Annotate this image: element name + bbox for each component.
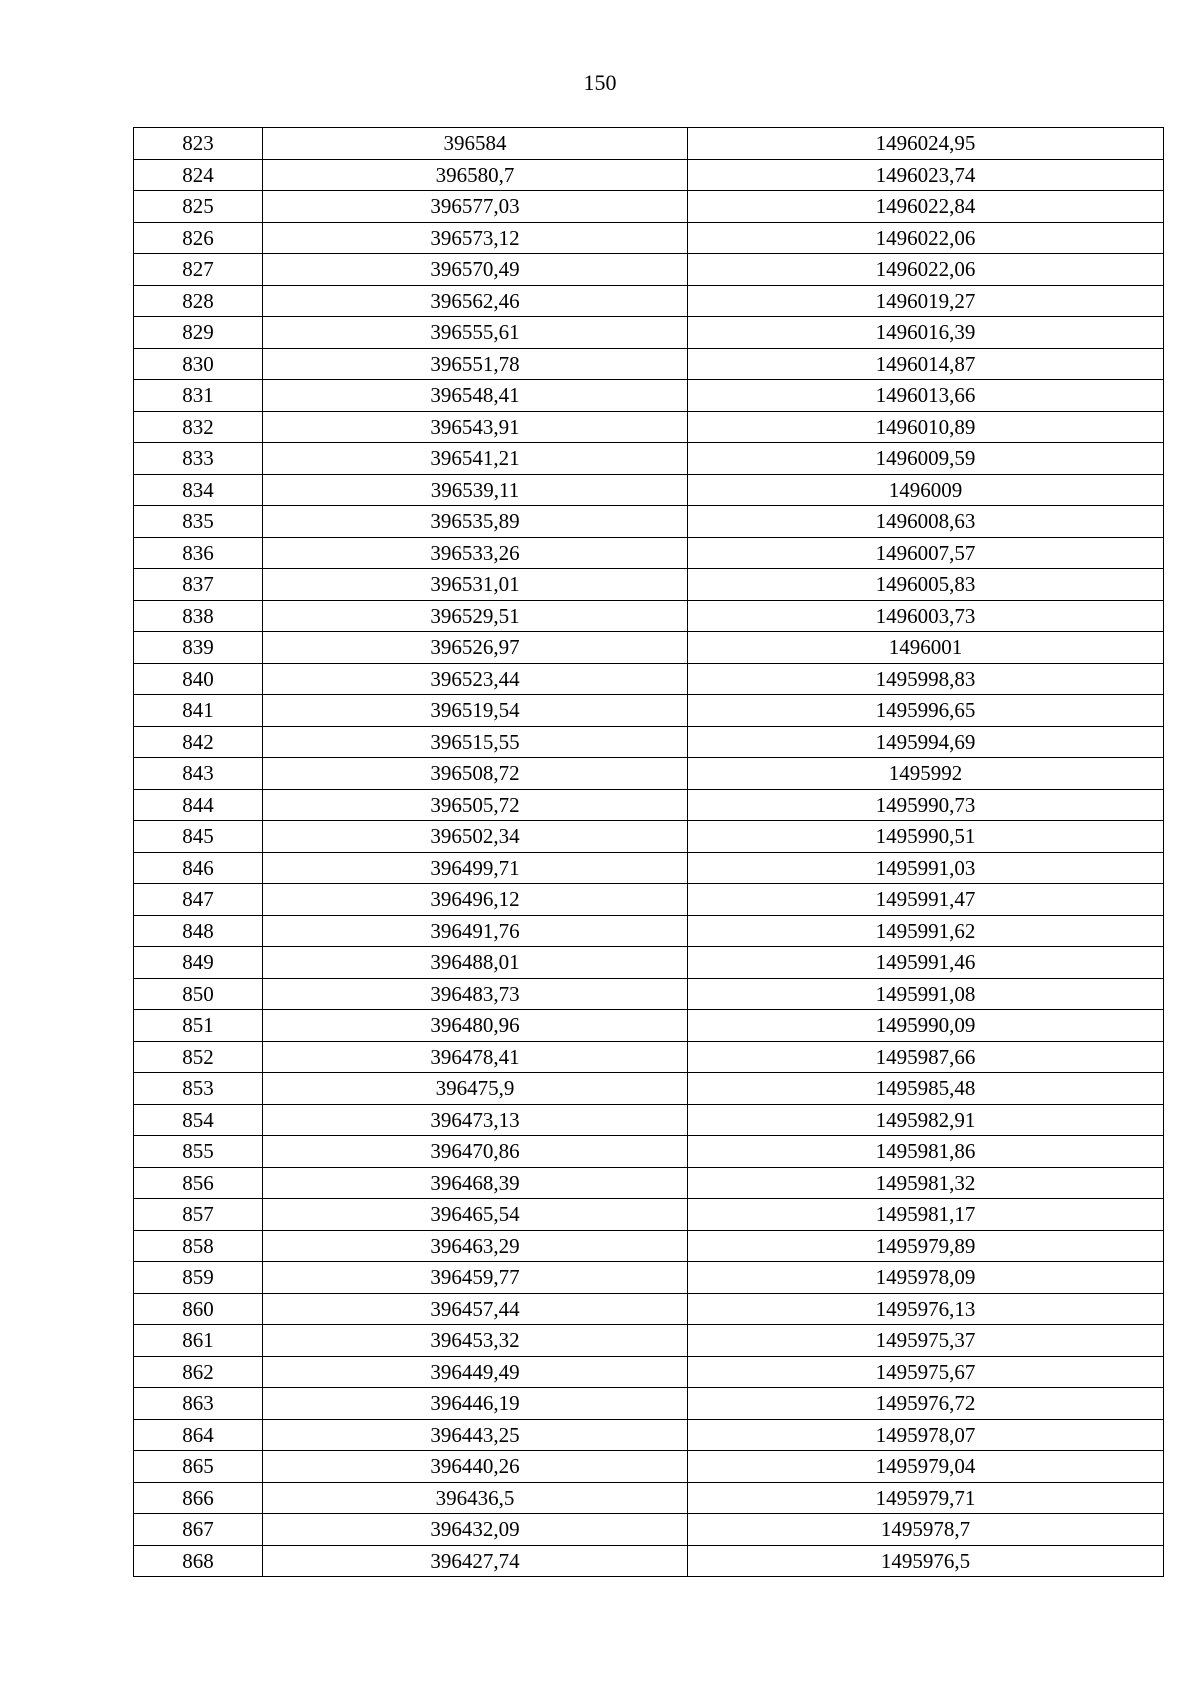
point-number-cell: 858 (134, 1230, 263, 1262)
y-coordinate-cell: 1495979,71 (688, 1482, 1164, 1514)
table-row (134, 128, 1164, 160)
x-coordinate-cell: 396457,44 (263, 1293, 688, 1325)
table-row (134, 1073, 1164, 1105)
table-row (134, 191, 1164, 223)
table-row (134, 411, 1164, 443)
y-coordinate-cell: 1495981,17 (688, 1199, 1164, 1231)
x-coordinate-cell: 396577,03 (263, 191, 688, 223)
table-row (134, 695, 1164, 727)
point-number-cell: 857 (134, 1199, 263, 1231)
x-coordinate-cell: 396449,49 (263, 1356, 688, 1388)
point-number-cell: 826 (134, 222, 263, 254)
x-coordinate-cell: 396531,01 (263, 569, 688, 601)
table-row (134, 1041, 1164, 1073)
coordinates-table (133, 127, 1164, 1577)
table-row (134, 348, 1164, 380)
x-coordinate-cell: 396473,13 (263, 1104, 688, 1136)
table-row (134, 632, 1164, 664)
table-row (134, 443, 1164, 475)
table-row (134, 285, 1164, 317)
y-coordinate-cell: 1495990,09 (688, 1010, 1164, 1042)
x-coordinate-cell: 396470,86 (263, 1136, 688, 1168)
x-coordinate-cell: 396580,7 (263, 159, 688, 191)
table-row (134, 1388, 1164, 1420)
table-row (134, 1451, 1164, 1483)
point-number-cell: 827 (134, 254, 263, 286)
point-number-cell: 864 (134, 1419, 263, 1451)
y-coordinate-cell: 1495979,89 (688, 1230, 1164, 1262)
x-coordinate-cell: 396508,72 (263, 758, 688, 790)
table-row (134, 978, 1164, 1010)
table-row (134, 1325, 1164, 1357)
y-coordinate-cell: 1495978,07 (688, 1419, 1164, 1451)
y-coordinate-cell: 1495975,37 (688, 1325, 1164, 1357)
x-coordinate-cell: 396463,29 (263, 1230, 688, 1262)
x-coordinate-cell: 396427,74 (263, 1545, 688, 1577)
y-coordinate-cell: 1496013,66 (688, 380, 1164, 412)
table-row (134, 254, 1164, 286)
table-row (134, 380, 1164, 412)
point-number-cell: 853 (134, 1073, 263, 1105)
y-coordinate-cell: 1496019,27 (688, 285, 1164, 317)
table-row (134, 663, 1164, 695)
point-number-cell: 836 (134, 537, 263, 569)
x-coordinate-cell: 396584 (263, 128, 688, 160)
y-coordinate-cell: 1496022,06 (688, 222, 1164, 254)
x-coordinate-cell: 396465,54 (263, 1199, 688, 1231)
x-coordinate-cell: 396488,01 (263, 947, 688, 979)
y-coordinate-cell: 1495991,08 (688, 978, 1164, 1010)
x-coordinate-cell: 396480,96 (263, 1010, 688, 1042)
y-coordinate-cell: 1496009 (688, 474, 1164, 506)
x-coordinate-cell: 396541,21 (263, 443, 688, 475)
table-row (134, 821, 1164, 853)
table-row (134, 1136, 1164, 1168)
point-number-cell: 830 (134, 348, 263, 380)
y-coordinate-cell: 1496014,87 (688, 348, 1164, 380)
y-coordinate-cell: 1495991,62 (688, 915, 1164, 947)
table-row (134, 537, 1164, 569)
point-number-cell: 856 (134, 1167, 263, 1199)
x-coordinate-cell: 396496,12 (263, 884, 688, 916)
table-row (134, 317, 1164, 349)
point-number-cell: 855 (134, 1136, 263, 1168)
point-number-cell: 833 (134, 443, 263, 475)
y-coordinate-cell: 1495985,48 (688, 1073, 1164, 1105)
x-coordinate-cell: 396551,78 (263, 348, 688, 380)
x-coordinate-cell: 396519,54 (263, 695, 688, 727)
x-coordinate-cell: 396502,34 (263, 821, 688, 853)
x-coordinate-cell: 396573,12 (263, 222, 688, 254)
y-coordinate-cell: 1495976,5 (688, 1545, 1164, 1577)
x-coordinate-cell: 396440,26 (263, 1451, 688, 1483)
point-number-cell: 835 (134, 506, 263, 538)
x-coordinate-cell: 396535,89 (263, 506, 688, 538)
point-number-cell: 868 (134, 1545, 263, 1577)
point-number-cell: 849 (134, 947, 263, 979)
table-row (134, 1514, 1164, 1546)
y-coordinate-cell: 1496010,89 (688, 411, 1164, 443)
point-number-cell: 842 (134, 726, 263, 758)
x-coordinate-cell: 396453,32 (263, 1325, 688, 1357)
y-coordinate-cell: 1496001 (688, 632, 1164, 664)
y-coordinate-cell: 1495990,51 (688, 821, 1164, 853)
table-row (134, 1293, 1164, 1325)
table-row (134, 789, 1164, 821)
y-coordinate-cell: 1496003,73 (688, 600, 1164, 632)
point-number-cell: 843 (134, 758, 263, 790)
x-coordinate-cell: 396562,46 (263, 285, 688, 317)
y-coordinate-cell: 1495994,69 (688, 726, 1164, 758)
point-number-cell: 850 (134, 978, 263, 1010)
x-coordinate-cell: 396548,41 (263, 380, 688, 412)
y-coordinate-cell: 1496009,59 (688, 443, 1164, 475)
point-number-cell: 834 (134, 474, 263, 506)
table-row (134, 1167, 1164, 1199)
y-coordinate-cell: 1495979,04 (688, 1451, 1164, 1483)
x-coordinate-cell: 396478,41 (263, 1041, 688, 1073)
y-coordinate-cell: 1496024,95 (688, 128, 1164, 160)
y-coordinate-cell: 1496022,06 (688, 254, 1164, 286)
x-coordinate-cell: 396491,76 (263, 915, 688, 947)
point-number-cell: 862 (134, 1356, 263, 1388)
point-number-cell: 844 (134, 789, 263, 821)
point-number-cell: 828 (134, 285, 263, 317)
y-coordinate-cell: 1495976,72 (688, 1388, 1164, 1420)
point-number-cell: 863 (134, 1388, 263, 1420)
y-coordinate-cell: 1495982,91 (688, 1104, 1164, 1136)
y-coordinate-cell: 1495975,67 (688, 1356, 1164, 1388)
point-number-cell: 866 (134, 1482, 263, 1514)
y-coordinate-cell: 1496005,83 (688, 569, 1164, 601)
table-row (134, 1104, 1164, 1136)
point-number-cell: 824 (134, 159, 263, 191)
table-row (134, 1545, 1164, 1577)
point-number-cell: 840 (134, 663, 263, 695)
point-number-cell: 861 (134, 1325, 263, 1357)
y-coordinate-cell: 1495991,47 (688, 884, 1164, 916)
point-number-cell: 837 (134, 569, 263, 601)
x-coordinate-cell: 396459,77 (263, 1262, 688, 1294)
table-row (134, 884, 1164, 916)
x-coordinate-cell: 396523,44 (263, 663, 688, 695)
x-coordinate-cell: 396499,71 (263, 852, 688, 884)
x-coordinate-cell: 396446,19 (263, 1388, 688, 1420)
point-number-cell: 825 (134, 191, 263, 223)
point-number-cell: 852 (134, 1041, 263, 1073)
y-coordinate-cell: 1496007,57 (688, 537, 1164, 569)
table-row (134, 600, 1164, 632)
x-coordinate-cell: 396526,97 (263, 632, 688, 664)
point-number-cell: 838 (134, 600, 263, 632)
y-coordinate-cell: 1495981,32 (688, 1167, 1164, 1199)
point-number-cell: 867 (134, 1514, 263, 1546)
x-coordinate-cell: 396543,91 (263, 411, 688, 443)
x-coordinate-cell: 396443,25 (263, 1419, 688, 1451)
table-row (134, 1356, 1164, 1388)
y-coordinate-cell: 1495991,03 (688, 852, 1164, 884)
y-coordinate-cell: 1495978,09 (688, 1262, 1164, 1294)
table-row (134, 569, 1164, 601)
x-coordinate-cell: 396505,72 (263, 789, 688, 821)
y-coordinate-cell: 1495978,7 (688, 1514, 1164, 1546)
y-coordinate-cell: 1496008,63 (688, 506, 1164, 538)
table-row (134, 506, 1164, 538)
x-coordinate-cell: 396529,51 (263, 600, 688, 632)
table-row (134, 1230, 1164, 1262)
y-coordinate-cell: 1496023,74 (688, 159, 1164, 191)
table-row (134, 915, 1164, 947)
table-row (134, 1419, 1164, 1451)
table-row (134, 1010, 1164, 1042)
y-coordinate-cell: 1495987,66 (688, 1041, 1164, 1073)
table-row (134, 1482, 1164, 1514)
x-coordinate-cell: 396432,09 (263, 1514, 688, 1546)
point-number-cell: 831 (134, 380, 263, 412)
point-number-cell: 832 (134, 411, 263, 443)
page-number: 150 (583, 70, 617, 95)
point-number-cell: 865 (134, 1451, 263, 1483)
x-coordinate-cell: 396468,39 (263, 1167, 688, 1199)
table-row (134, 852, 1164, 884)
table-row (134, 474, 1164, 506)
point-number-cell: 854 (134, 1104, 263, 1136)
point-number-cell: 845 (134, 821, 263, 853)
table-row (134, 947, 1164, 979)
point-number-cell: 847 (134, 884, 263, 916)
x-coordinate-cell: 396515,55 (263, 726, 688, 758)
table-row (134, 1199, 1164, 1231)
y-coordinate-cell: 1496016,39 (688, 317, 1164, 349)
y-coordinate-cell: 1496022,84 (688, 191, 1164, 223)
y-coordinate-cell: 1495992 (688, 758, 1164, 790)
table-row (134, 1262, 1164, 1294)
point-number-cell: 841 (134, 695, 263, 727)
x-coordinate-cell: 396483,73 (263, 978, 688, 1010)
point-number-cell: 823 (134, 128, 263, 160)
y-coordinate-cell: 1495998,83 (688, 663, 1164, 695)
y-coordinate-cell: 1495991,46 (688, 947, 1164, 979)
point-number-cell: 829 (134, 317, 263, 349)
point-number-cell: 846 (134, 852, 263, 884)
table-row (134, 758, 1164, 790)
x-coordinate-cell: 396475,9 (263, 1073, 688, 1105)
x-coordinate-cell: 396555,61 (263, 317, 688, 349)
point-number-cell: 851 (134, 1010, 263, 1042)
point-number-cell: 859 (134, 1262, 263, 1294)
point-number-cell: 848 (134, 915, 263, 947)
y-coordinate-cell: 1495996,65 (688, 695, 1164, 727)
table-row (134, 159, 1164, 191)
table-row (134, 222, 1164, 254)
y-coordinate-cell: 1495990,73 (688, 789, 1164, 821)
y-coordinate-cell: 1495976,13 (688, 1293, 1164, 1325)
x-coordinate-cell: 396436,5 (263, 1482, 688, 1514)
point-number-cell: 839 (134, 632, 263, 664)
x-coordinate-cell: 396533,26 (263, 537, 688, 569)
coordinates-table-body (134, 128, 1164, 1577)
x-coordinate-cell: 396539,11 (263, 474, 688, 506)
x-coordinate-cell: 396570,49 (263, 254, 688, 286)
table-row (134, 726, 1164, 758)
point-number-cell: 860 (134, 1293, 263, 1325)
y-coordinate-cell: 1495981,86 (688, 1136, 1164, 1168)
